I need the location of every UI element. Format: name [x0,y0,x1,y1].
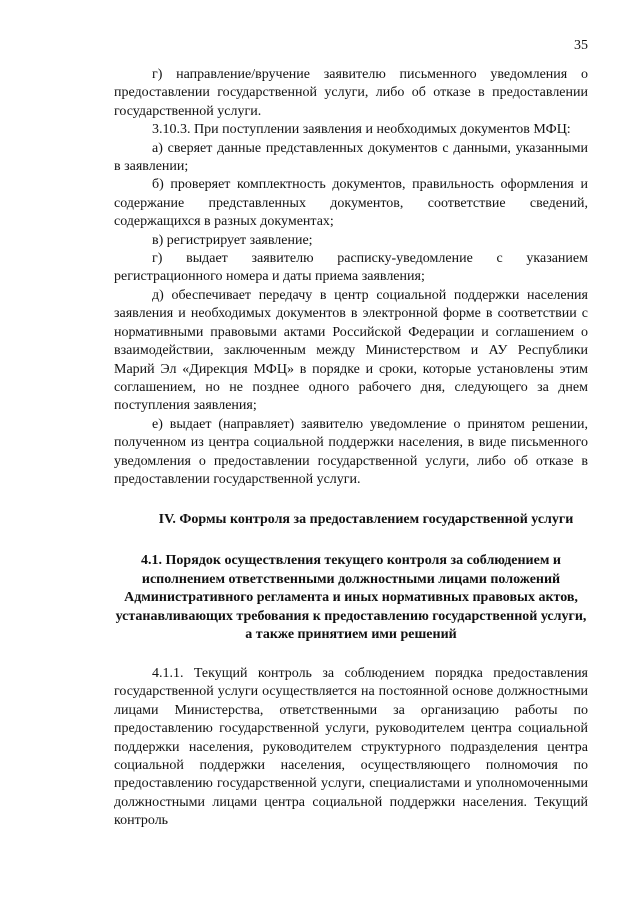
paragraph-b: б) проверяет комплектность документов, правильность оформления и содержание представленных документов, соответствие сведений, содержащихся в разных документах; [114,177,588,230]
paragraph-a: а) сверяет данные представленных документов с данными, указанными в заявлении; [114,140,588,175]
paragraph-g: г) выдает заявителю расписку-уведомление с указанием регистрационного номера и даты приема заявления; [114,251,588,285]
section-heading: IV. Формы контроля за предоставлением государственной услуги [158,512,574,528]
paragraph-4-1-1: 4.1.1. Текущий контроль за соблюдением порядка предоставления государственной услуги осуществляется на постоянной основе должностными лицами Министерства, ответственными за организацию работы по предоставлению государственной услуги, руководителем центра социальной поддержки населения, руководителем структурного подразделения центра социальной поддержки населения, осуществляющего полномочия по предоставлению государственной услуги, специалистами и уполномоченными должностными лицами центра социальной поддержки населения. Текущий контроль [114,665,588,829]
paragraph-g-notification: г) направление/вручение заявителю письменного уведомления о предоставлении государственной услуги, либо об отказе в предоставлении государственной услуги. [114,67,588,119]
paragraph-d: д) обеспечивает передачу в центр социальной поддержки населения заявления и необходимых документов в электронной форме в соответствии с нормативными правовыми актами Российской Федерации и соглашением о взаимодействии, заключенным между Министерством и АУ Республики Марий Эл «Дирекция МФЦ» в порядке и сроки, которые установлены этим соглашением, но не позднее одного рабочего дня, следующего за днем поступления заявления; [114,287,588,414]
paragraph-v: в) регистрирует заявление; [152,232,313,248]
page-number: 35 [574,38,588,53]
page-body [114,66,588,831]
paragraph-e: е) выдает (направляет) заявителю уведомление о принятом решении, полученном из центра социальной поддержки населения, в виде письменного уведомления о предоставлении государственной услуги, либо об отказе в предоставлении государственной услуги. [114,416,588,487]
paragraph-3-10-3: 3.10.3. При поступлении заявления и необходимых документов МФЦ: [152,122,571,138]
subsection-heading: 4.1. Порядок осуществления текущего контроля за соблюдением и исполнением ответственными должностными лицами положений Административного регламента и иных нормативных правовых актов, устанавливающих требования к предоставлению государственной услуги, а также принятием ими решений [115,552,587,643]
